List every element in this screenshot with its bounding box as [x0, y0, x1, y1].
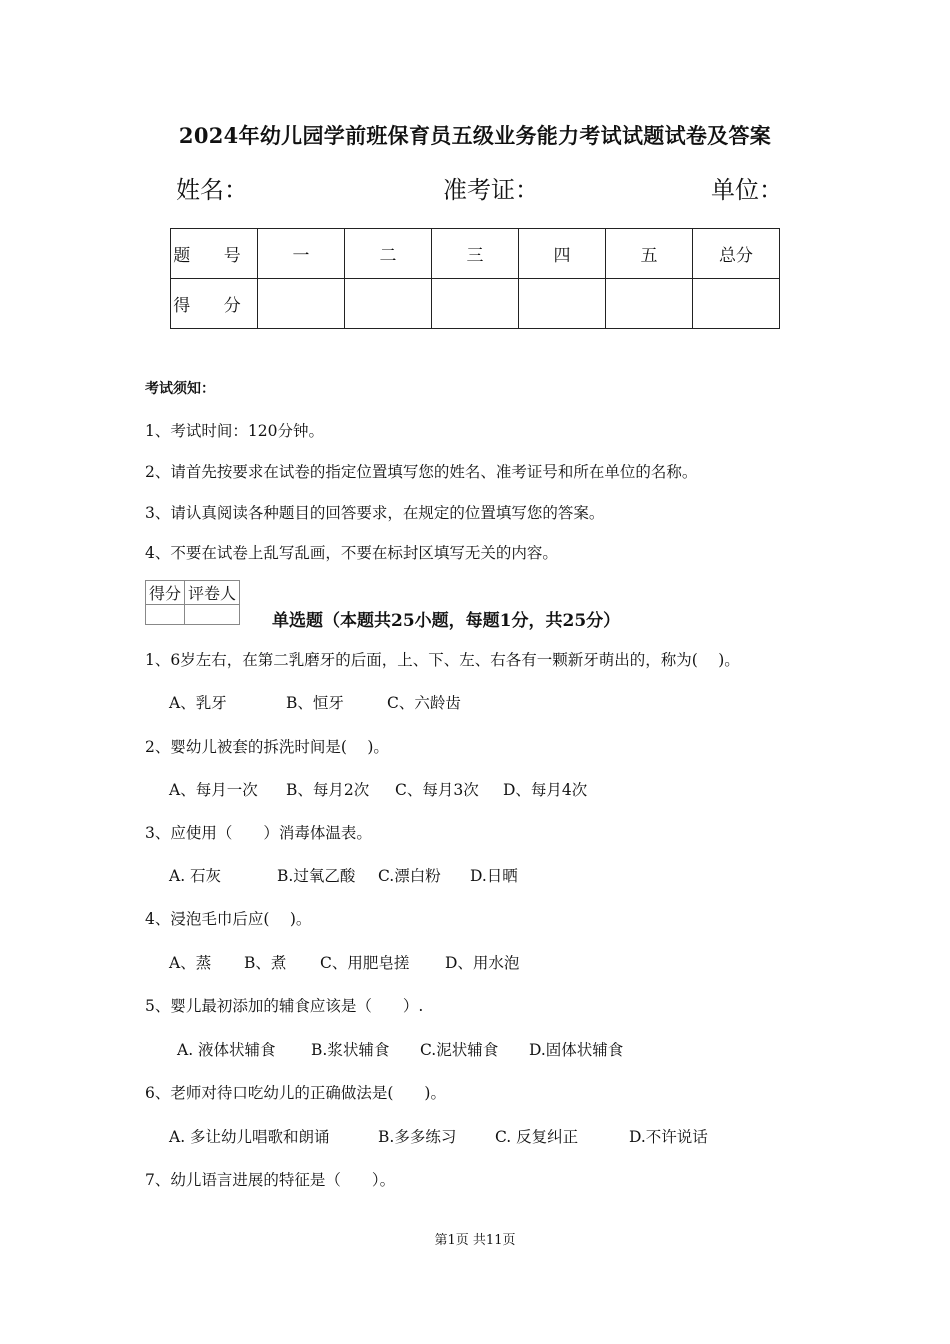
answer-option: D.不许说话 [629, 1128, 708, 1146]
answer-option: C.漂白粉 [378, 867, 441, 885]
question: 3、应使用（ ）消毒体温表。 [145, 824, 372, 842]
name-label: 姓名： [176, 176, 248, 204]
question: 7、幼儿语言进展的特征是（ ）。 [145, 1171, 396, 1189]
grader-score-cell[interactable] [146, 605, 185, 625]
answer-option: A. 多让幼儿唱歌和朗诵 [169, 1128, 330, 1146]
score-header-cell: 三 [432, 229, 519, 279]
document-title: 2024年幼儿园学前班保育员五级业务能力考试试题试卷及答案 [178, 123, 772, 148]
score-table-header-row [171, 229, 780, 279]
answer-option: A. 液体状辅食 [177, 1041, 276, 1059]
answer-option: D、每月4次 [503, 781, 588, 799]
answer-option: C、每月3次 [395, 781, 479, 799]
answer-option: A、每月一次 [169, 781, 258, 799]
notice-item: 3、请认真阅读各种题目的回答要求，在规定的位置填写您的答案。 [145, 504, 605, 522]
notice-item: 2、请首先按要求在试卷的指定位置填写您的姓名、准考证号和所在单位的名称。 [145, 463, 698, 481]
answer-option: D.固体状辅食 [529, 1041, 624, 1059]
notice-title: 考试须知： [145, 381, 215, 397]
answer-option: D.日晒 [470, 867, 518, 885]
answer-option: C、用肥皂搓 [320, 954, 410, 972]
notice-item: 4、不要在试卷上乱写乱画，不要在标封区填写无关的内容。 [145, 544, 558, 562]
answer-option: C、六龄齿 [387, 694, 461, 712]
answer-option: D、用水泡 [445, 954, 520, 972]
score-header-cell: 四 [519, 229, 606, 279]
page-footer: 第1页 共11页 [434, 1233, 516, 1248]
answer-option: B、煮 [244, 954, 287, 972]
answer-option: A、乳牙 [169, 694, 227, 712]
score-input-cell[interactable] [606, 279, 693, 329]
score-input-cell[interactable] [432, 279, 519, 329]
score-input-cell[interactable] [693, 279, 780, 329]
grader-box [145, 580, 240, 625]
answer-option: A. 石灰 [169, 867, 222, 885]
question: 4、浸泡毛巾后应( )。 [145, 910, 312, 928]
exam-id-label: 准考证： [443, 176, 539, 204]
answer-option: C. 反复纠正 [495, 1128, 579, 1146]
question: 2、婴幼儿被套的拆洗时间是( )。 [145, 738, 389, 756]
score-header-cell: 五 [606, 229, 693, 279]
answer-option: C.泥状辅食 [420, 1041, 499, 1059]
score-input-cell[interactable] [519, 279, 606, 329]
score-header-cell: 题 号 [171, 229, 258, 279]
score-row-label: 得 分 [171, 279, 258, 329]
grader-score-label: 得分 [146, 581, 185, 605]
score-header-cell: 一 [258, 229, 345, 279]
answer-option: B.过氧乙酸 [277, 867, 356, 885]
section-heading: 单选题（本题共25小题，每题1分，共25分） [272, 611, 621, 631]
answer-option: B、恒牙 [286, 694, 344, 712]
answer-option: B.浆状辅食 [311, 1041, 390, 1059]
score-input-cell[interactable] [258, 279, 345, 329]
answer-option: B、每月2次 [286, 781, 370, 799]
score-input-cell[interactable] [345, 279, 432, 329]
question: 1、6岁左右，在第二乳磨牙的后面，上、下、左、右各有一颗新牙萌出的，称为( )。 [145, 651, 740, 669]
score-header-cell: 总分 [693, 229, 780, 279]
score-table [170, 228, 780, 329]
grader-reviewer-label: 评卷人 [185, 581, 240, 605]
score-table-score-row [171, 279, 780, 329]
grader-reviewer-cell[interactable] [185, 605, 240, 625]
answer-option: B.多多练习 [378, 1128, 457, 1146]
question: 5、婴儿最初添加的辅食应该是（ ）. [145, 997, 424, 1015]
unit-label: 单位： [711, 176, 783, 204]
score-header-cell: 二 [345, 229, 432, 279]
answer-option: A、蒸 [169, 954, 212, 972]
notice-item: 1、考试时间：120分钟。 [145, 422, 324, 440]
question: 6、老师对待口吃幼儿的正确做法是( )。 [145, 1084, 446, 1102]
